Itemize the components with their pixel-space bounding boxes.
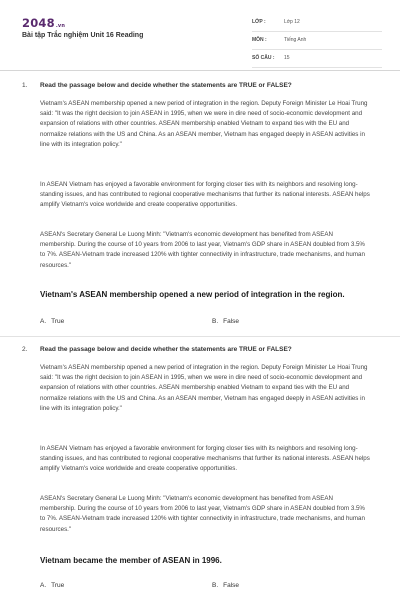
logo-text: 2048: [22, 16, 55, 30]
question-number: 2.: [22, 346, 28, 353]
question-prompt: Read the passage below and decide whether the statements are TRUE or FALSE?: [40, 346, 292, 353]
meta-value: 15: [284, 55, 290, 61]
option-text: True: [51, 582, 65, 589]
site-logo[interactable]: [22, 16, 65, 30]
answer-option-a[interactable]: [40, 582, 64, 589]
option-key: A.: [40, 318, 47, 325]
meta-row-grade: [252, 17, 382, 32]
meta-value: Lớp 12: [284, 19, 300, 25]
answer-option-b[interactable]: [212, 318, 239, 325]
passage-paragraph: ASEAN's Secretary General Le Luong Minh: "Vietnam's economic development has benefited from ASEAN membership. During the course of 10 years from 2006 to last year, Vietnam's GDP share in ASEAN doubled from 3.5% to 7%. ASEAN-Vietnam trade increased 120% with tighter connectivity in infrastructure, trade mechanisms, and human resources.": [40, 231, 365, 269]
question-statement: Vietnam became the member of ASEAN in 1996.: [40, 556, 222, 565]
passage-paragraph: In ASEAN Vietnam has enjoyed a favorable environment for forging closer ties with its neighbors and resolving long-standing issues, and has contributed to regional cooperative mechanisms that further its national interests. ASEAN helps amplify Vietnam's voice worldwide and create cooperative opportunities.: [40, 445, 370, 473]
logo-tld: .vn: [55, 23, 66, 29]
option-key: A.: [40, 582, 47, 589]
meta-value: Tiếng Anh: [284, 37, 307, 43]
quiz-meta: [252, 17, 382, 71]
passage-paragraph: Vietnam's ASEAN membership opened a new period of integration in the region. Deputy Foreign Minister Le Hoai Trung said: "It was the right decision to join ASEAN in 1995, when we were in dire need of socio-economic development and expansion of relations with other countries. ASEAN membership enabled Vietnam to expand ties with the EU and normalize relations with the US and China. As an ASEAN member, Vietnam has engaged deeply in ASEAN activities in line with its integration policy.": [40, 100, 368, 148]
passage-paragraph: In ASEAN Vietnam has enjoyed a favorable environment for forging closer ties with its neighbors and resolving long-standing issues, and has contributed to regional cooperative mechanisms that further its national interests. ASEAN helps amplify Vietnam's voice worldwide and create cooperative opportunities.: [40, 181, 370, 209]
option-text: False: [223, 582, 240, 589]
meta-label: SỐ CÂU :: [252, 55, 275, 61]
header-divider: [0, 70, 400, 71]
passage-paragraph: Vietnam's ASEAN membership opened a new period of integration in the region. Deputy Foreign Minister Le Hoai Trung said: "It was the right decision to join ASEAN in 1995, when we were in dire need of socio-economic development and expansion of relations with other countries. ASEAN membership enabled Vietnam to expand ties with the EU and normalize relations with the US and China. As an ASEAN member, Vietnam has engaged deeply in ASEAN activities in line with its integration policy.": [40, 364, 368, 412]
meta-row-count: [252, 53, 382, 68]
page-header: [0, 0, 400, 70]
option-text: False: [223, 318, 240, 325]
question-prompt: Read the passage below and decide whether the statements are TRUE or FALSE?: [40, 82, 292, 89]
passage-paragraph: ASEAN's Secretary General Le Luong Minh: "Vietnam's economic development has benefited from ASEAN membership. During the course of 10 years from 2006 to last year, Vietnam's GDP share in ASEAN doubled from 3.5% to 7%. ASEAN-Vietnam trade increased 120% with tighter connectivity in infrastructure, trade mechanisms, and human resources.": [40, 495, 365, 533]
answer-option-a[interactable]: [40, 318, 64, 325]
option-text: True: [51, 318, 65, 325]
meta-label: LỚP :: [252, 19, 266, 25]
answer-option-b[interactable]: [212, 582, 239, 589]
meta-label: MÔN :: [252, 37, 267, 43]
question-divider: [0, 336, 400, 337]
option-key: B.: [212, 318, 219, 325]
question-statement: Vietnam's ASEAN membership opened a new period of integration in the region.: [40, 290, 345, 299]
quiz-title: Bài tập Trắc nghiệm Unit 16 Reading: [22, 32, 144, 39]
meta-row-subject: [252, 35, 382, 50]
question-1: [0, 82, 400, 332]
option-key: B.: [212, 582, 219, 589]
question-number: 1.: [22, 82, 28, 89]
question-2: [0, 346, 400, 596]
